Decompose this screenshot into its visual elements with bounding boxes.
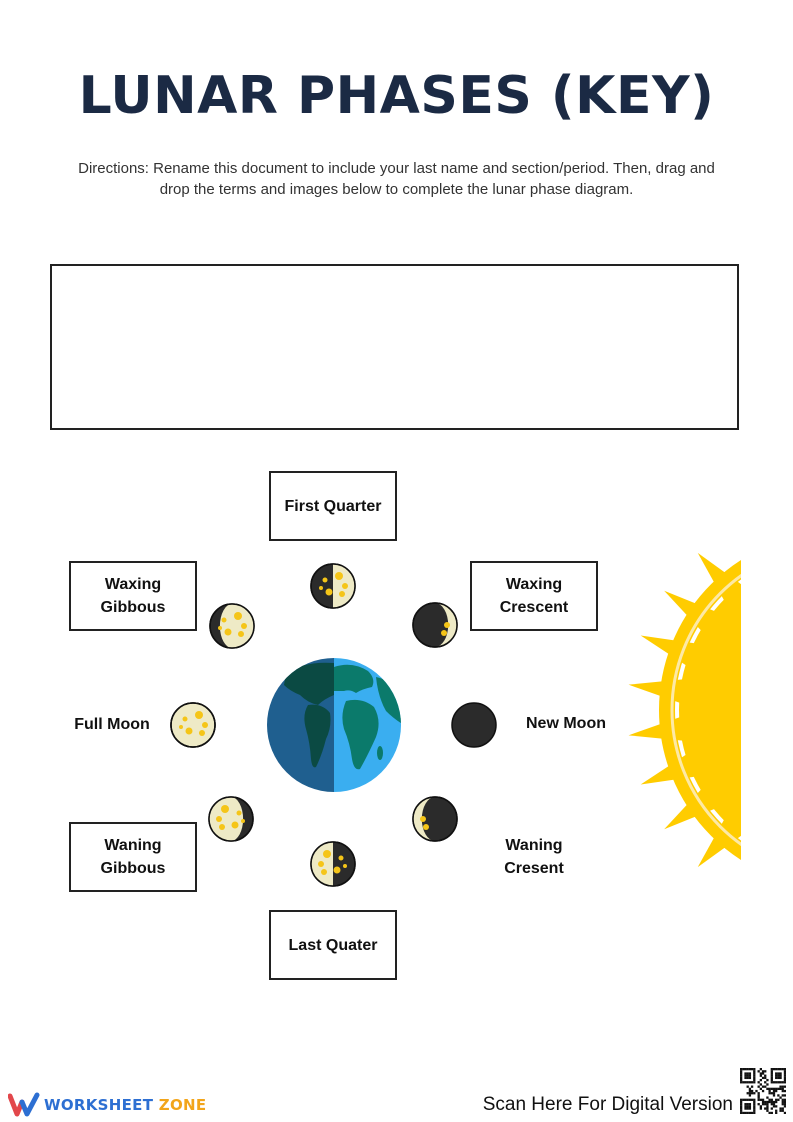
label-last-quarter[interactable] (269, 910, 397, 980)
label-first-quarter[interactable] (269, 471, 397, 541)
label-full-moon[interactable]: Full Moon (74, 716, 150, 733)
logo-text: WORKSHEET ZONE (44, 1096, 207, 1114)
moon-icon[interactable] (309, 562, 357, 610)
label-waning-gibbous[interactable] (69, 822, 197, 892)
answer-drop-box[interactable] (50, 264, 739, 430)
sun-icon (612, 530, 742, 890)
worksheet-zone-logo-icon (8, 1092, 40, 1118)
label-text: Waxing Crescent (499, 576, 569, 616)
scan-here-text: Scan Here For Digital Version (482, 1094, 733, 1115)
moon-icon[interactable] (169, 701, 217, 749)
label-waxing-crescent[interactable] (470, 561, 598, 631)
label-waning-crescent[interactable]: Waning Cresent (504, 837, 564, 877)
moon-icon[interactable] (411, 601, 459, 649)
label-new-moon[interactable]: New Moon (526, 715, 606, 732)
moon-icon[interactable] (411, 795, 459, 843)
label-text: Waning Gibbous (100, 837, 166, 877)
label-text: Waxing Gibbous (100, 576, 166, 616)
label-text: First Quarter (284, 497, 382, 515)
label-waxing-gibbous[interactable] (69, 561, 197, 631)
page-title: LUNAR PHASES (KEY) (78, 66, 715, 126)
moon-icon[interactable] (208, 602, 256, 650)
earth-icon (264, 655, 404, 795)
qr-code-icon[interactable] (740, 1068, 786, 1114)
directions-text: Directions: Rename this document to include your last name and section/period. Then, drag and drop the terms and images below to complete the lunar phase diagram. (78, 160, 715, 198)
moon-icon[interactable] (450, 701, 498, 749)
moon-icon[interactable] (309, 840, 357, 888)
label-text: Last Quater (288, 936, 378, 954)
moon-icon[interactable] (207, 795, 255, 843)
worksheet-zone-logo[interactable] (8, 1092, 206, 1118)
